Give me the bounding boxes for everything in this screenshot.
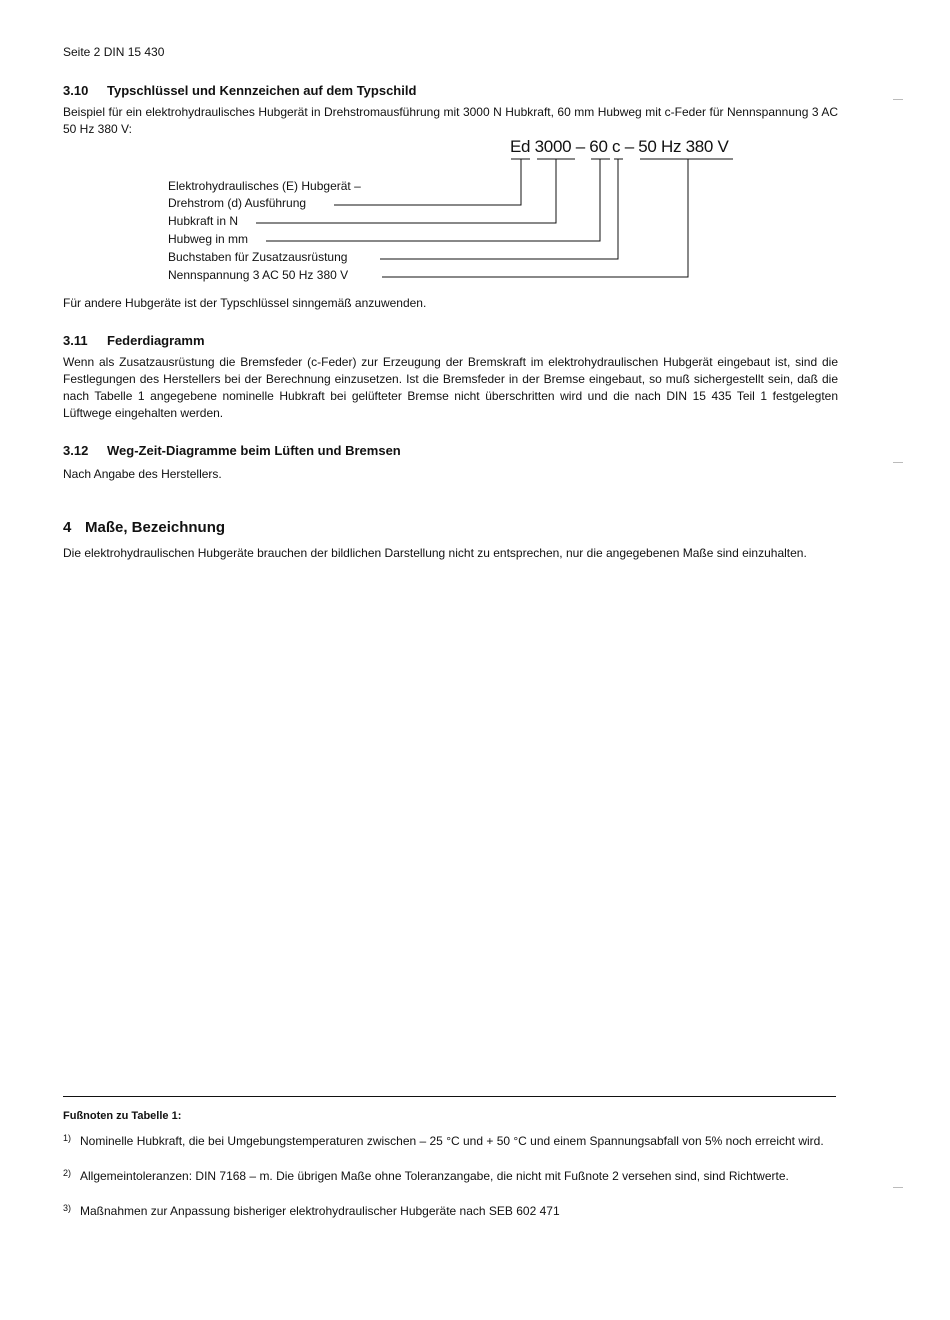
section-3-10-intro: Beispiel für ein elektrohydraulisches Hubgerät in Drehstromausführung mit 3000 N Hubkraft, 60 mm Hubweg mit c-Feder für Nennspannung 3 AC 50 Hz 380 V: xyxy=(63,105,838,136)
label-hubweg: Hubweg in mm xyxy=(168,232,249,246)
footnote-mark: 1) xyxy=(63,1133,72,1143)
section-title: Federdiagramm xyxy=(107,333,205,348)
section-title: Maße, Bezeichnung xyxy=(85,519,226,536)
label-nennspannung: Nennspannung 3 AC 50 Hz 380 V xyxy=(168,268,349,282)
footnote-text: Allgemeintoleranzen: DIN 7168 – m. Die übrigen Maße ohne Toleranzangabe, die nicht mit Fußnote 2 versehen sind, sind Richtwerte. xyxy=(80,1169,789,1183)
footnote-2 xyxy=(63,1168,835,1184)
label-elektrohydraulisch: Elektrohydraulisches (E) Hubgerät – xyxy=(168,179,361,193)
code-c: c xyxy=(612,137,621,156)
section-3-12-text: Nach Angabe des Herstellers. xyxy=(63,467,222,481)
section-3-11-text: Wenn als Zusatzausrüstung die Bremsfeder (c-Feder) zur Erzeugung der Bremskraft im elektrohydraulischen Hubgerät eingebaut ist, sind die Festlegungen des Herstellers bei der Berechnung einzusetzen. Ist die Bremsfeder in der Bremse eingebaut, so muß sichergestellt sein, daß die nach Tabelle 1 angegebene nominelle Hubkraft bei gelüfteter Bremse nicht überschritten wird und die nach DIN 15 435 Teil 1 festgelegten Lüftwege eingehalten werden. xyxy=(63,355,838,420)
footnote-text: Maßnahmen zur Anpassung bisheriger elektrohydraulischer Hubgeräte nach SEB 602 471 xyxy=(80,1204,560,1218)
code-dash: – xyxy=(624,137,634,156)
section-3-12-heading xyxy=(63,443,401,458)
margin-mark xyxy=(893,462,903,463)
margin-mark xyxy=(893,1187,903,1188)
section-title: Typschlüssel und Kennzeichen auf dem Typschild xyxy=(107,83,417,98)
section-4-heading xyxy=(63,519,225,536)
footnote-divider xyxy=(63,1096,836,1097)
page-header: Seite 2 DIN 15 430 xyxy=(63,45,165,59)
footnote-mark: 3) xyxy=(63,1203,72,1213)
footnote-3 xyxy=(63,1203,835,1219)
footnote-mark: 2) xyxy=(63,1168,72,1178)
section-title: Weg-Zeit-Diagramme beim Lüften und Bremsen xyxy=(107,443,401,458)
section-4-text: Die elektrohydraulischen Hubgeräte brauchen der bildlichen Darstellung nicht zu entsprechen, nur die angegebenen Maße sind einzuhalten. xyxy=(63,546,807,560)
footnote-text: Nominelle Hubkraft, die bei Umgebungstemperaturen zwischen – 25 °C und + 50 °C und einem Spannungsabfall von 5% noch erreicht wird. xyxy=(80,1134,824,1148)
section-number: 3.12 xyxy=(63,443,89,458)
label-hubkraft: Hubkraft in N xyxy=(168,214,239,228)
margin-mark xyxy=(893,99,903,100)
code-force: 3000 xyxy=(534,137,572,156)
section-number: 4 xyxy=(63,519,72,536)
footnotes-title: Fußnoten zu Tabelle 1: xyxy=(63,1110,182,1122)
section-3-11-heading xyxy=(63,333,205,348)
label-zusatzausruestung: Buchstaben für Zusatzausrüstung xyxy=(168,250,348,264)
code-stroke: 60 xyxy=(589,137,608,156)
footnote-1 xyxy=(63,1133,835,1149)
code-ed: Ed xyxy=(510,137,531,156)
section-number: 3.10 xyxy=(63,83,89,98)
section-number: 3.11 xyxy=(63,333,88,348)
code-dash: – xyxy=(575,137,585,156)
type-code-connector-lines xyxy=(0,0,950,300)
code-voltage: 50 Hz 380 V xyxy=(638,137,729,156)
label-drehstrom: Drehstrom (d) Ausführung xyxy=(168,196,307,210)
section-3-10-outro: Für andere Hubgeräte ist der Typschlüssel sinngemäß anzuwenden. xyxy=(63,296,427,310)
